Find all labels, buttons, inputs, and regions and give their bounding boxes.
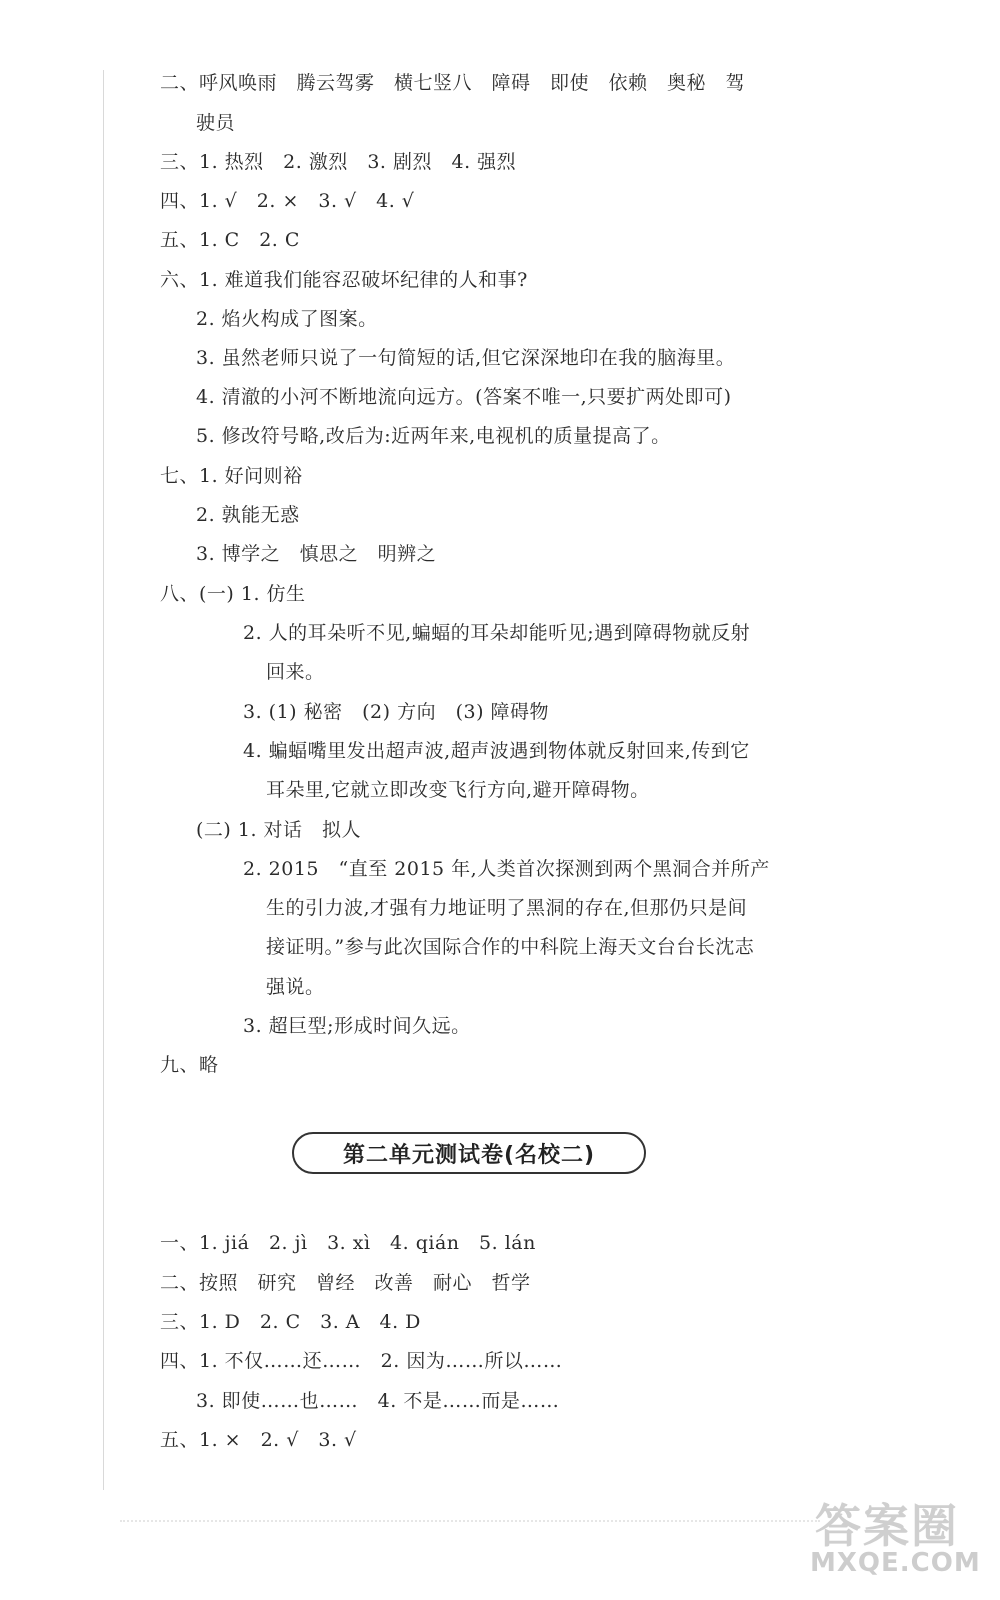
answer-line: 3. 超巨型;形成时间久远。: [243, 1015, 471, 1037]
section-title: 第二单元测试卷(名校二): [342, 1142, 596, 1168]
answer-line: 4. 蝙蝠嘴里发出超声波,超声波遇到物体就反射回来,传到它: [243, 740, 750, 762]
answer-line: 生的引力波,才强有力地证明了黑洞的存在,但那仍只是间: [266, 897, 748, 919]
answer-line: 四、1. 不仅……还…… 2. 因为……所以……: [160, 1350, 563, 1372]
watermark-bottom-text: MXQE.COM: [810, 1548, 981, 1578]
answer-line: 九、略: [160, 1054, 219, 1076]
faint-dotted-rule: [120, 1520, 820, 1532]
answer-line: 二、按照 研究 曾经 改善 耐心 哲学: [160, 1272, 531, 1294]
answer-line: 5. 修改符号略,改后为:近两年来,电视机的质量提高了。: [196, 425, 671, 447]
answer-line: 3. 博学之 慎思之 明辨之: [196, 543, 437, 565]
answer-line: 2. 2015 “直至 2015 年,人类首次探测到两个黑洞合并所产: [243, 858, 770, 880]
answer-line: 驶员: [196, 112, 236, 134]
answer-line: 五、1. × 2. √ 3. √: [160, 1429, 357, 1451]
answer-line: 七、1. 好问则裕: [160, 465, 303, 487]
answer-line: 强说。: [266, 976, 325, 998]
answer-line: 回来。: [266, 661, 325, 683]
answer-line: 耳朵里,它就立即改变飞行方向,避开障碍物。: [266, 779, 650, 801]
answer-line: 四、1. √ 2. × 3. √ 4. √: [160, 190, 415, 212]
answer-line: 2. 孰能无惑: [196, 504, 300, 526]
watermark-logo: [810, 1490, 981, 1590]
section-title-box: [292, 1132, 646, 1174]
answer-line: 八、(一) 1. 仿生: [160, 583, 306, 605]
binding-margin-line: [103, 70, 104, 1490]
answer-line: 4. 清澈的小河不断地流向远方。(答案不唯一,只要扩两处即可): [196, 386, 732, 408]
answer-line: 二、呼风唤雨 腾云驾雾 横七竖八 障碍 即使 依赖 奥秘 驾: [160, 72, 746, 94]
answer-line: 3. 虽然老师只说了一句简短的话,但它深深地印在我的脑海里。: [196, 347, 736, 369]
answer-line: 六、1. 难道我们能容忍破坏纪律的人和事?: [160, 269, 528, 291]
answer-line: (二) 1. 对话 拟人: [196, 819, 362, 841]
watermark-top-text: 答案圈: [815, 1499, 959, 1553]
answer-line: 三、1. 热烈 2. 激烈 3. 剧烈 4. 强烈: [160, 151, 517, 173]
answer-line: 3. (1) 秘密 (2) 方向 (3) 障碍物: [243, 701, 550, 723]
answer-line: 接证明。”参与此次国际合作的中科院上海天文台台长沈志: [266, 936, 755, 958]
answer-line: 2. 焰火构成了图案。: [196, 308, 378, 330]
answer-line: 五、1. C 2. C: [160, 229, 300, 251]
answer-line: 3. 即使……也…… 4. 不是……而是……: [196, 1390, 560, 1412]
answer-line: 三、1. D 2. C 3. A 4. D: [160, 1311, 421, 1333]
answer-line: 一、1. jiá 2. jì 3. xì 4. qián 5. lán: [160, 1232, 536, 1254]
answer-line: 2. 人的耳朵听不见,蝙蝠的耳朵却能听见;遇到障碍物就反射: [243, 622, 751, 644]
